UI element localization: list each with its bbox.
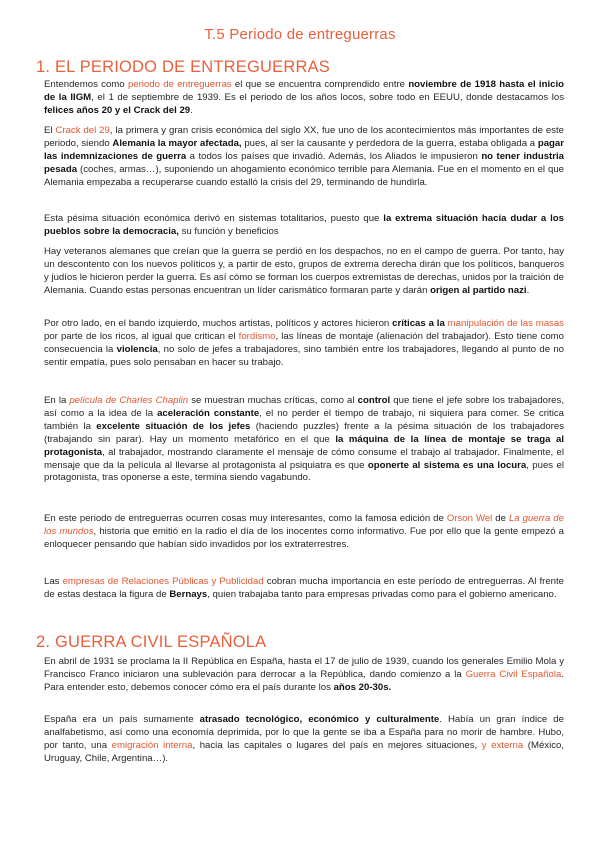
paragraph-8: Las empresas de Relaciones Públicas y Publicidad cobran mucha importancia en este período de entreguerras. Al frente de estas destaca la figura de Bernays, quien trabajaba tanto para empresas privadas como para el gobierno americano. bbox=[44, 576, 564, 600]
section-1-heading: 1. EL PERIODO DE ENTREGUERRAS bbox=[36, 58, 331, 76]
section-2-heading: 2. GUERRA CIVIL ESPAÑOLA bbox=[36, 633, 267, 651]
paragraph-6: En la película de Charles Chaplin se muestran muchas críticas, como al control que tiene el jefe sobre los trabajadores, así como a la idea de la aceleración constante, el no perder el tiempo de trabajo, ni siquiera para comer. Se critica también la excelente situación de los jefes (haciendo puzzles) frente a la pésima situación de los trabajadores (trabajando sin parar). Hay un momento metafórico en el que la máquina de la línea de montaje se traga al protagonista, al trabajador, mostrando claramente el mensaje de cómo consume el trabajo al trabajador. Finalmente, el mensaje que da la película al llevarse al protagonista al psiquiatra es que oponerte al sistema es una locura, pues el protagonista, tras oponerse a este, termina siendo vagabundo. bbox=[44, 395, 564, 484]
paragraph-2: El Crack del 29, la primera y gran crisis económica del siglo XX, fue uno de los acontecimientos más importantes de este periodo, siendo Alemania la mayor afectada, pues, al ser la causante y perdedora de la guerra, estaba obligada a pagar las indemnizaciones de guerra a todos los países que invadió. Además, los Aliados le impusieron no tener industria pesada (coches, armas…), suponiendo un ahogamiento económico terrible para Alemania. Fue en el momento en el que Alemania empezaba a recuperarse cuando estalló la crisis del 29, terminando de hundirla. bbox=[44, 125, 565, 188]
paragraph-5: Por otro lado, en el bando izquierdo, muchos artistas, políticos y actores hicieron críticas a la manipulación de las masas por parte de los ricos, al igual que critican el fordismo, las líneas de montaje (alienación del trabajador). Esto tiene como consecuencia la violencia, no solo de jefes a trabajadores, sino también entre los trabajadores, llegando al punto de no sentir empatía, pues solo pensaban en hacer su trabajo. bbox=[44, 318, 564, 368]
paragraph-7: En este periodo de entreguerras ocurren cosas muy interesantes, como la famosa edición de Orson Wel de La guerra de los mundos, historia que emitió en la radio el día de los inocentes como informativo. Fue por ello que la gente empezó a enloquecer pensando que habían sido invadidos por los extraterrestres. bbox=[44, 513, 564, 550]
paragraph-9: En abril de 1931 se proclama la II República en España, hasta el 17 de julio de 1939, cuando los generales Emilio Mola y Francisco Franco iniciaron una sublevación para derrocar a la República, dando comienzo a la Guerra Civil Española. Para entender esto, debemos conocer cómo era el país durante los años 20-30s. bbox=[44, 656, 564, 693]
paragraph-3: Esta pésima situación económica derivó en sistemas totalitarios, puesto que la extrema situación hacía dudar a los pueblos sobre la democracia, su función y beneficios bbox=[44, 213, 564, 237]
page-title: T.5 Periodo de entreguerras bbox=[204, 26, 396, 43]
paragraph-4: Hay veteranos alemanes que creían que la guerra se perdió en los despachos, no en el campo de guerra. Por tanto, hay un descontento con los nuevos políticos y, a partir de esto, grupos de extrema derecha dirán que los políticos, banqueros y judíos le hicieron perder la guerra. Es así cómo se forman los cuerpos extremistas de derechas, unidos por la traición de Alemania. Cuando estas personas encuentran un líder carismático formaran parte y darán origen al partido nazi. bbox=[44, 246, 564, 296]
paragraph-1: Entendemos como periodo de entreguerras el que se encuentra comprendido entre noviembre de 1918 hasta el inicio de la IIGM, el 1 de septiembre de 1939. Es el periodo de los años locos, sobre todo en EEUU, donde destacamos los felices años 20 y el Crack del 29. bbox=[44, 79, 564, 116]
paragraph-10: España era un país sumamente atrasado tecnológico, económico y culturalmente. Había un gran índice de analfabetismo, así como una economía deprimida, por lo que la gente se iba a España para no morir de hambre. Hubo, por tanto, una emigración interna, hacia las capitales o lugares del país en mejores situaciones, y externa (México, Uruguay, Chile, Argentina…). bbox=[44, 714, 565, 764]
